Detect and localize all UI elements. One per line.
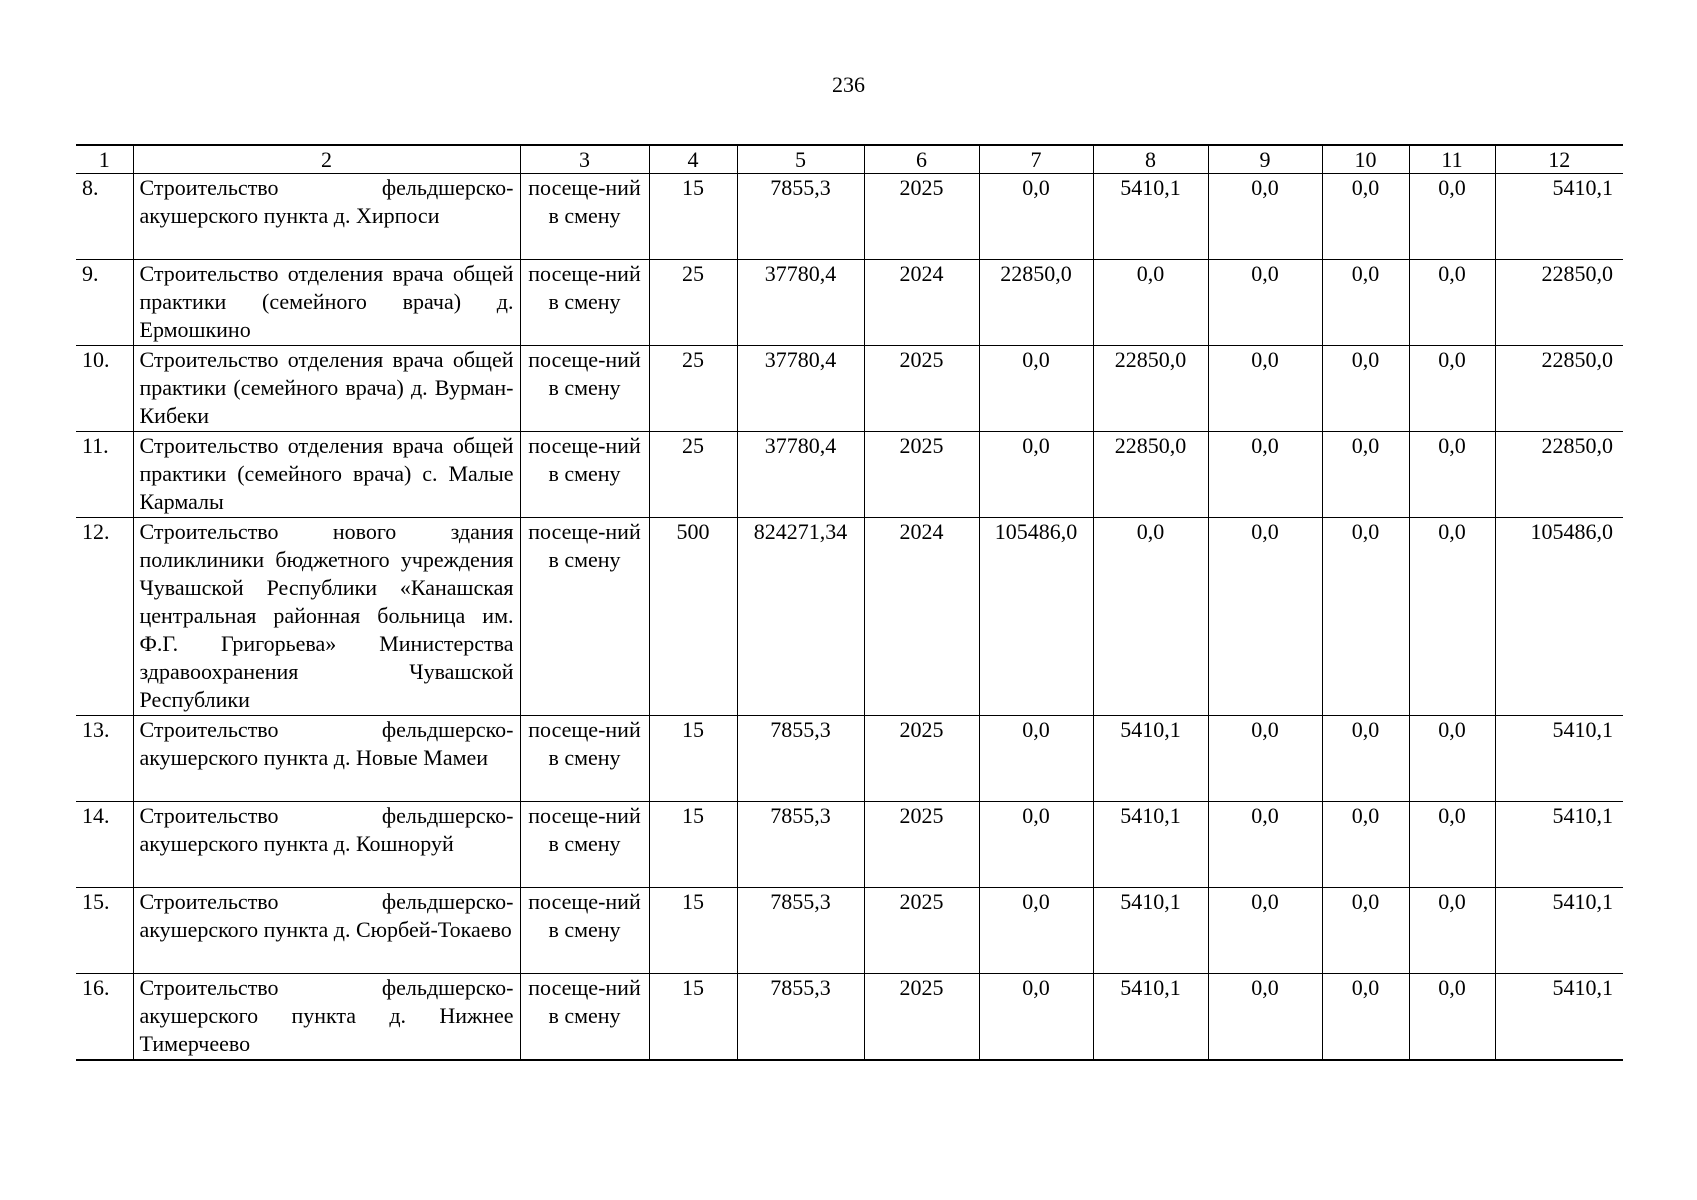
unit-cell: посеще-ний в смену	[520, 716, 649, 802]
value-cell-9: 0,0	[1208, 888, 1322, 974]
value-cell-7: 0,0	[979, 346, 1093, 432]
capacity-cell: 15	[649, 974, 737, 1061]
total-cell: 5410,1	[1495, 888, 1623, 974]
total-cell: 5410,1	[1495, 802, 1623, 888]
object-name-cell: Строительство фельдшерско-акушерского пункта д. Сюрбей-Токаево	[133, 888, 520, 974]
year-cell: 2025	[864, 174, 979, 260]
cost-cell: 37780,4	[737, 432, 864, 518]
object-name-cell: Строительство фельдшерско-акушерского пункта д. Нижнее Тимерчеево	[133, 974, 520, 1061]
total-cell: 22850,0	[1495, 346, 1623, 432]
value-cell-8: 5410,1	[1093, 716, 1208, 802]
year-cell: 2025	[864, 716, 979, 802]
value-cell-9: 0,0	[1208, 174, 1322, 260]
value-cell-11: 0,0	[1409, 174, 1495, 260]
column-header: 11	[1409, 145, 1495, 174]
cost-cell: 37780,4	[737, 260, 864, 346]
capacity-cell: 15	[649, 802, 737, 888]
value-cell-11: 0,0	[1409, 888, 1495, 974]
value-cell-11: 0,0	[1409, 974, 1495, 1061]
capacity-cell: 25	[649, 260, 737, 346]
unit-cell: посеще-ний в смену	[520, 432, 649, 518]
table-row	[76, 346, 1623, 432]
value-cell-11: 0,0	[1409, 802, 1495, 888]
row-number-cell: 13.	[76, 716, 133, 802]
column-header: 10	[1322, 145, 1409, 174]
year-cell: 2025	[864, 346, 979, 432]
table-row	[76, 518, 1623, 716]
object-name-cell: Строительство отделения врача общей практики (семейного врача) с. Малые Кармалы	[133, 432, 520, 518]
data-table	[76, 144, 1623, 1061]
object-name-cell: Строительство фельдшерско-акушерского пункта д. Новые Мамеи	[133, 716, 520, 802]
cost-cell: 37780,4	[737, 346, 864, 432]
year-cell: 2025	[864, 974, 979, 1061]
value-cell-7: 0,0	[979, 174, 1093, 260]
total-cell: 22850,0	[1495, 260, 1623, 346]
column-header: 8	[1093, 145, 1208, 174]
row-number-cell: 14.	[76, 802, 133, 888]
object-name-cell: Строительство отделения врача общей практики (семейного врача) д. Ермошкино	[133, 260, 520, 346]
table-row	[76, 174, 1623, 260]
value-cell-7: 0,0	[979, 974, 1093, 1061]
column-header: 3	[520, 145, 649, 174]
capacity-cell: 25	[649, 346, 737, 432]
column-header: 5	[737, 145, 864, 174]
column-header: 12	[1495, 145, 1623, 174]
unit-cell: посеще-ний в смену	[520, 518, 649, 716]
value-cell-11: 0,0	[1409, 346, 1495, 432]
value-cell-8: 5410,1	[1093, 802, 1208, 888]
unit-cell: посеще-ний в смену	[520, 346, 649, 432]
cost-cell: 7855,3	[737, 974, 864, 1061]
value-cell-10: 0,0	[1322, 260, 1409, 346]
total-cell: 105486,0	[1495, 518, 1623, 716]
value-cell-7: 0,0	[979, 716, 1093, 802]
value-cell-10: 0,0	[1322, 346, 1409, 432]
value-cell-8: 5410,1	[1093, 174, 1208, 260]
column-header: 4	[649, 145, 737, 174]
value-cell-9: 0,0	[1208, 260, 1322, 346]
year-cell: 2024	[864, 518, 979, 716]
value-cell-10: 0,0	[1322, 518, 1409, 716]
cost-cell: 7855,3	[737, 716, 864, 802]
value-cell-8: 5410,1	[1093, 974, 1208, 1061]
capacity-cell: 25	[649, 432, 737, 518]
table-row	[76, 802, 1623, 888]
value-cell-7: 22850,0	[979, 260, 1093, 346]
value-cell-7: 0,0	[979, 432, 1093, 518]
total-cell: 5410,1	[1495, 974, 1623, 1061]
cost-cell: 824271,34	[737, 518, 864, 716]
value-cell-11: 0,0	[1409, 260, 1495, 346]
row-number-cell: 8.	[76, 174, 133, 260]
column-header: 9	[1208, 145, 1322, 174]
table-row	[76, 716, 1623, 802]
object-name-cell: Строительство нового здания поликлиники бюджетного учреждения Чувашской Республики «Канашская центральная районная больница им. Ф.Г. Григорьева» Министерства здравоохранения Чувашской Республики	[133, 518, 520, 716]
value-cell-11: 0,0	[1409, 716, 1495, 802]
total-cell: 5410,1	[1495, 174, 1623, 260]
value-cell-10: 0,0	[1322, 888, 1409, 974]
object-name-cell: Строительство фельдшерско-акушерского пункта д. Хирпоси	[133, 174, 520, 260]
row-number-cell: 11.	[76, 432, 133, 518]
year-cell: 2024	[864, 260, 979, 346]
capacity-cell: 15	[649, 716, 737, 802]
column-header: 2	[133, 145, 520, 174]
row-number-cell: 12.	[76, 518, 133, 716]
unit-cell: посеще-ний в смену	[520, 260, 649, 346]
value-cell-10: 0,0	[1322, 716, 1409, 802]
unit-cell: посеще-ний в смену	[520, 174, 649, 260]
value-cell-9: 0,0	[1208, 802, 1322, 888]
row-number-cell: 16.	[76, 974, 133, 1061]
capacity-cell: 500	[649, 518, 737, 716]
row-number-cell: 9.	[76, 260, 133, 346]
value-cell-10: 0,0	[1322, 432, 1409, 518]
value-cell-8: 0,0	[1093, 260, 1208, 346]
value-cell-8: 22850,0	[1093, 432, 1208, 518]
value-cell-10: 0,0	[1322, 974, 1409, 1061]
value-cell-11: 0,0	[1409, 518, 1495, 716]
row-number-cell: 10.	[76, 346, 133, 432]
value-cell-9: 0,0	[1208, 518, 1322, 716]
column-header: 6	[864, 145, 979, 174]
value-cell-7: 0,0	[979, 888, 1093, 974]
cost-cell: 7855,3	[737, 174, 864, 260]
object-name-cell: Строительство фельдшерско-акушерского пункта д. Кошноруй	[133, 802, 520, 888]
value-cell-7: 105486,0	[979, 518, 1093, 716]
cost-cell: 7855,3	[737, 888, 864, 974]
table-row	[76, 888, 1623, 974]
year-cell: 2025	[864, 802, 979, 888]
unit-cell: посеще-ний в смену	[520, 888, 649, 974]
value-cell-9: 0,0	[1208, 432, 1322, 518]
row-number-cell: 15.	[76, 888, 133, 974]
value-cell-10: 0,0	[1322, 174, 1409, 260]
value-cell-8: 22850,0	[1093, 346, 1208, 432]
value-cell-11: 0,0	[1409, 432, 1495, 518]
table-header-row	[76, 145, 1623, 174]
total-cell: 5410,1	[1495, 716, 1623, 802]
capacity-cell: 15	[649, 888, 737, 974]
column-header: 7	[979, 145, 1093, 174]
value-cell-9: 0,0	[1208, 346, 1322, 432]
table-row	[76, 432, 1623, 518]
unit-cell: посеще-ний в смену	[520, 802, 649, 888]
value-cell-8: 5410,1	[1093, 888, 1208, 974]
column-header: 1	[76, 145, 133, 174]
year-cell: 2025	[864, 432, 979, 518]
value-cell-10: 0,0	[1322, 802, 1409, 888]
table-row	[76, 260, 1623, 346]
table-row	[76, 974, 1623, 1061]
object-name-cell: Строительство отделения врача общей практики (семейного врача) д. Вурман-Кибеки	[133, 346, 520, 432]
capacity-cell: 15	[649, 174, 737, 260]
cost-cell: 7855,3	[737, 802, 864, 888]
value-cell-9: 0,0	[1208, 974, 1322, 1061]
value-cell-7: 0,0	[979, 802, 1093, 888]
value-cell-9: 0,0	[1208, 716, 1322, 802]
page-number: 236	[832, 72, 865, 97]
total-cell: 22850,0	[1495, 432, 1623, 518]
year-cell: 2025	[864, 888, 979, 974]
unit-cell: посеще-ний в смену	[520, 974, 649, 1061]
value-cell-8: 0,0	[1093, 518, 1208, 716]
